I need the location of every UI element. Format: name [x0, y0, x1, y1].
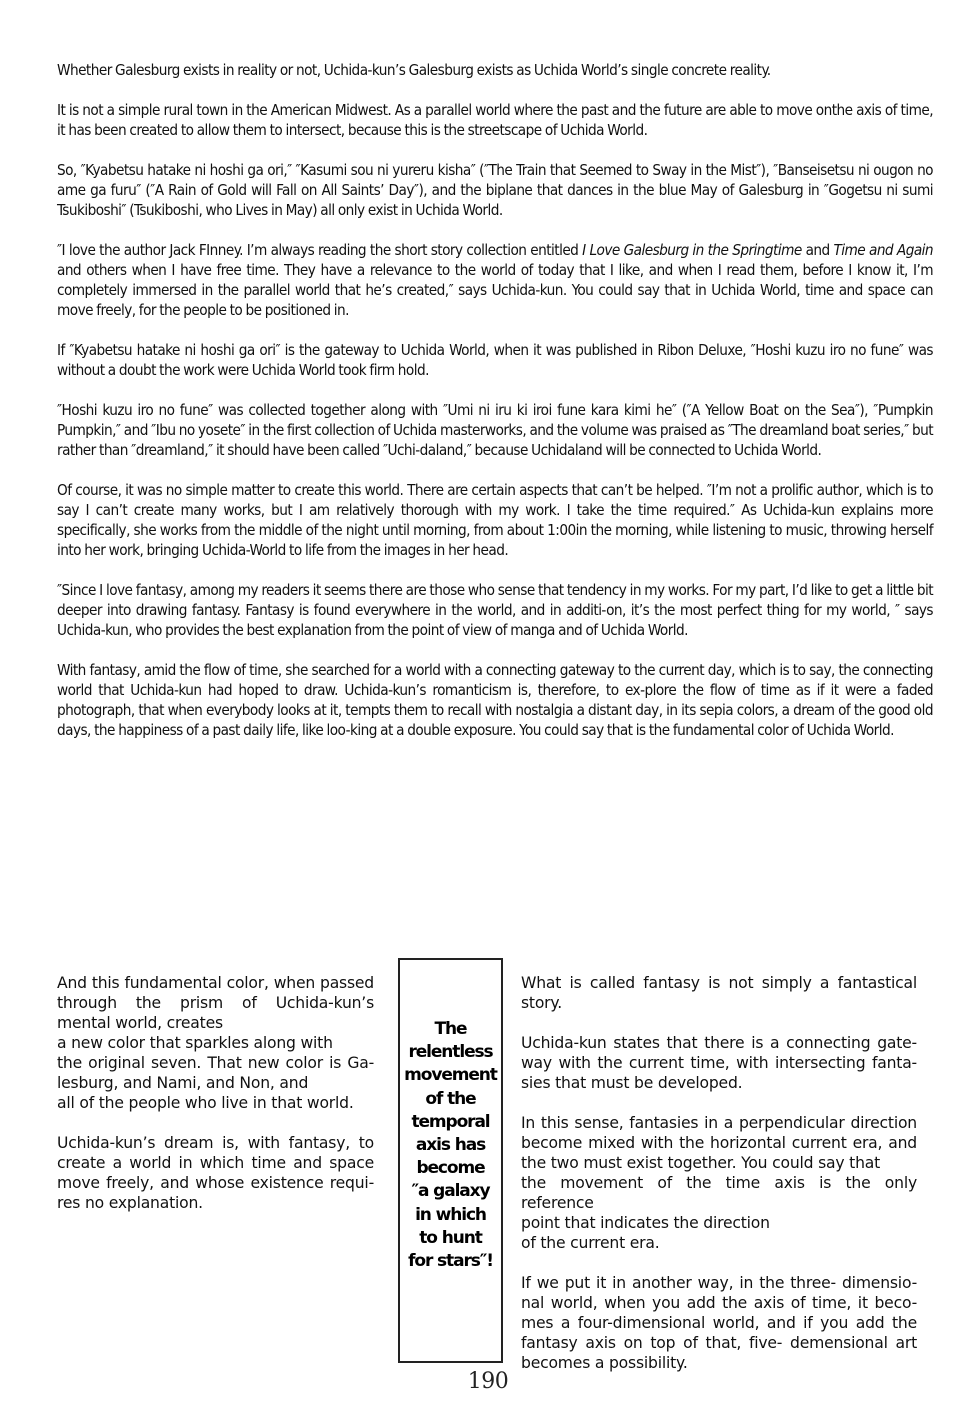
paragraph-hoshi-kuzu: ″Hoshi kuzu iro no fune″ was collected together along with ″Umi ni iru ki iroi fune kara kimi he″ (″A Yellow Boat on the Sea″), ″Pumpkin Pumpkin,″ and ″Ibu no yosete″ in the first collection of Uchida masterworks, and the volume was praised as ″The dreamland boat series,″ but rather than ″dreamland,″ it should have been called ″Uchi-daland,″ because Uchidaland will be connected to Uchida World.	[57, 401, 933, 459]
paragraph-uchida-dream: Uchida-kun’s dream is, with fantasy, to create a world in which time and space move freely, and whose existence requi-res no explanation.	[57, 1134, 374, 1212]
book-title-galesburg: I Love Galesburg in the Springtime	[582, 241, 802, 259]
finney-text-1: ″I love the author Jack FInney. I’m always reading the short story collection entitled	[57, 241, 583, 259]
paragraph-parallel-world: It is not a simple rural town in the American Midwest. As a parallel world where the past and the future are able to move onthe axis of time, it has been created to allow them to intersect, because this is the streetscape of Uchida World.	[57, 101, 933, 139]
text-line: all of the people who live in that world.	[57, 1094, 354, 1112]
paragraph-works-list: So, ″Kyabetsu hatake ni hoshi ga ori,″ ″Kasumi sou ni yureru kisha″ (″The Train that Seemed to Sway in the Mist″), ″Banseisetsu ni ougon no ame ga furu″ (″A Rain of Gold will Fall on All Saints’ Day″), and the biplane that dances in the blue May of Galesburg in ″Gogetsu ni sumi Tsukiboshi″ (Tsukiboshi, who Lives in May) all only exist in Uchida World.	[57, 161, 933, 219]
text-line: In this sense, fantasies in a perpendicular direction	[521, 1114, 917, 1132]
book-title-time-and-again: Time and Again	[833, 241, 933, 259]
right-column	[521, 973, 917, 1393]
pull-quote-text	[400, 1018, 501, 1273]
paragraph-five-dimensional: If we put it in another way, in the three- dimensio-nal world, when you add the axis of time, it beco-mes a four-dimensional world, and if you add the fantasy axis on top of that, five- demensional art becomes a possibility.	[521, 1274, 917, 1372]
pull-quote-line: movement	[404, 1065, 497, 1086]
paragraph-perpendicular-direction	[521, 1113, 917, 1253]
text-line: mental world, creates	[57, 1014, 223, 1032]
pull-quote-line: temporal	[411, 1111, 490, 1132]
pull-quote-line: relentless	[408, 1042, 493, 1063]
paragraph-creating-world: Of course, it was no simple matter to create this world. There are certain aspects that can’t be helped. ″I’m not a prolific author, which is to say I can’t create many works, but I am relatively thorough with my work. I take the time required.″ As Uchida-kun explains more specifically, she works from the middle of the night until morning, from about 1:00in the morning, while listening to music, throwing herself into her work, bringing Uchida-World to life from the images in her head.	[57, 481, 933, 559]
paragraph-connecting-gateway: Uchida-kun states that there is a connecting gate-way with the current time, with intersecting fanta-sies that must be developed.	[521, 1034, 917, 1092]
pull-quote-line: of the	[425, 1088, 476, 1109]
finney-text-2: and	[801, 241, 834, 259]
finney-text-3: and others when I have free time. They have a relevance to the world of today that I like, and when I read them, before I know it, I’m completely immersed in the parallel world that he’s created,″ says Uchida-kun. You could say that in Uchida World, time and space can move freely, for the people to be positioned in.	[57, 261, 933, 319]
pull-quote-line: axis has	[415, 1135, 486, 1156]
paragraph-gateway: If ″Kyabetsu hatake ni hoshi ga ori″ is the gateway to Uchida World, when it was published in Ribon Deluxe, ″Hoshi kuzu iro no fune″ was without a doubt the work were Uchida World took firm hold.	[57, 341, 933, 379]
text-line: the movement of the time axis is the only reference	[521, 1174, 917, 1212]
main-article-text	[57, 60, 933, 760]
paragraph-fundamental-color	[57, 973, 374, 1113]
text-line: a new color that sparkles along with	[57, 1034, 333, 1052]
pull-quote-box	[398, 958, 503, 1363]
pull-quote-line: in which	[415, 1204, 486, 1225]
text-line: become mixed with the horizontal current era, and	[521, 1134, 917, 1152]
pull-quote-line: The	[434, 1019, 467, 1039]
paragraph-love-fantasy: ″Since I love fantasy, among my readers it seems there are those who sense that tendency in my works. For my part, I’d like to get a little bit deeper into drawing fantasy. Fantasy is found everywhere in the world, and in additi-on, it’s the most perfect thing for my world, ″ says Uchida-kun, who provides the best explanation from the point of view of manga and of Uchida World.	[57, 581, 933, 639]
pull-quote-line: become	[416, 1158, 485, 1179]
text-line: And this fundamental color, when passed	[57, 974, 374, 992]
paragraph-what-is-fantasy: What is called fantasy is not simply a fantastical story.	[521, 974, 917, 1012]
pull-quote-line: to hunt	[419, 1227, 482, 1248]
text-line: the two must exist together. You could say that	[521, 1154, 881, 1172]
pull-quote-line: ″a galaxy	[411, 1181, 490, 1202]
page-number: 190	[467, 1369, 509, 1394]
text-line: through the prism of Uchida-kun’s	[57, 994, 374, 1012]
left-column	[57, 973, 374, 1233]
paragraph-galesburg-reality: Whether Galesburg exists in reality or not, Uchida-kun’s Galesburg exists as Uchida World’s single concrete reality.	[57, 61, 771, 79]
paragraph-jack-finney	[57, 240, 933, 320]
text-line: of the current era.	[521, 1234, 660, 1252]
text-line: lesburg, and Nami, and Non, and	[57, 1074, 309, 1092]
paragraph-flow-of-time: With fantasy, amid the flow of time, she searched for a world with a connecting gateway to the current day, which is to say, the connecting world that Uchida-kun had hoped to draw. Uchida-kun’s romanticism is, therefore, to ex-plore the flow of time as if it were a faded photograph, that when everybody looks at it, tempts them to recall with nostalgia a distant day, in its sepia colors, a dream of the good old days, the happiness of a past daily life, like loo-king at a double exposure. You could say that is the fundamental color of Uchida World.	[57, 661, 933, 739]
pull-quote-line: for stars″!	[408, 1251, 493, 1272]
text-line: the original seven. That new color is Ga-	[57, 1054, 374, 1072]
text-line: point that indicates the direction	[521, 1214, 770, 1232]
